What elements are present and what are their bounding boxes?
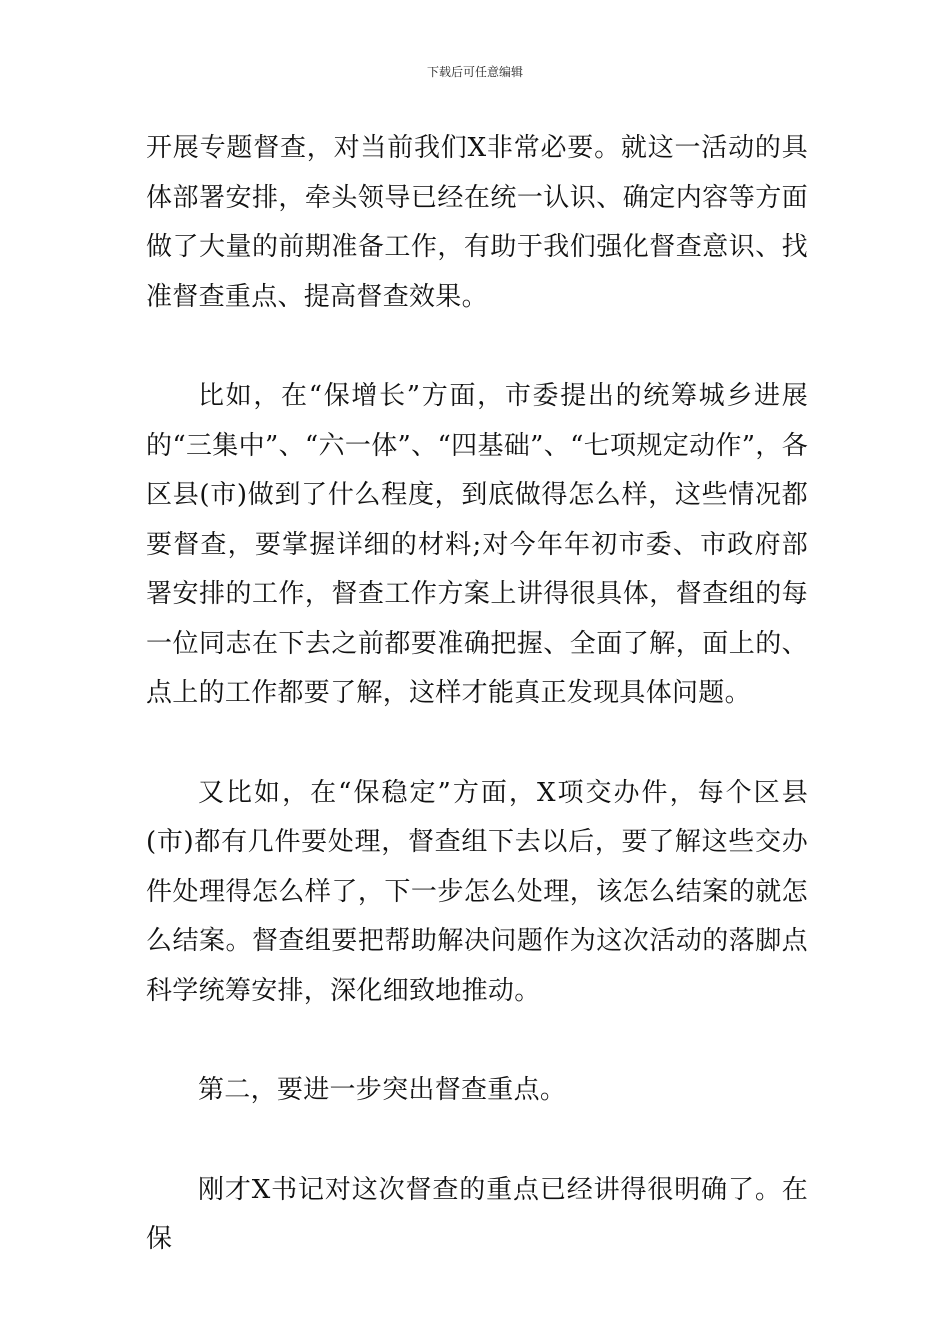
page-header: 下载后可任意编辑: [426, 65, 523, 79]
paragraph-2: 比如，在“保增长”方面，市委提出的统筹城乡进展的“三集中”、“六一体”、“四基础”、“七项规定动作”，各区县(市)做到了什么程度，到底做得怎么样，这些情况都要督查，要掌握详细的材料;对今年年初市委、市政府部署安排的工作，督查工作方案上讲得很具体，督查组的每一位同志在下去之前都要准确把握、全面了解，面上的、点上的工作都要了解，这样才能真正发现具体问题。: [146, 381, 808, 708]
paragraph-3: 又比如，在“保稳定”方面，X项交办件，每个区县(市)都有几件要处理，督查组下去以后，要了解这些交办件处理得怎么样了，下一步怎么处理，该怎么结案的就怎么结案。督查组要把帮助解决问题作为这次活动的落脚点科学统筹安排，深化细致地推动。: [146, 777, 808, 1006]
paragraph-4: 第二，要进一步突出督查重点。: [198, 1075, 567, 1105]
paragraph-5: 刚才X书记对这次督查的重点已经讲得很明确了。在保: [146, 1174, 808, 1254]
paragraph-1: 开展专题督查，对当前我们X非常必要。就这一活动的具体部署安排，牵头领导已经在统一认识、确定内容等方面做了大量的前期准备工作，有助于我们强化督查意识、找准督查重点、提高督查效果。: [146, 133, 808, 312]
document-body: [146, 124, 808, 1265]
